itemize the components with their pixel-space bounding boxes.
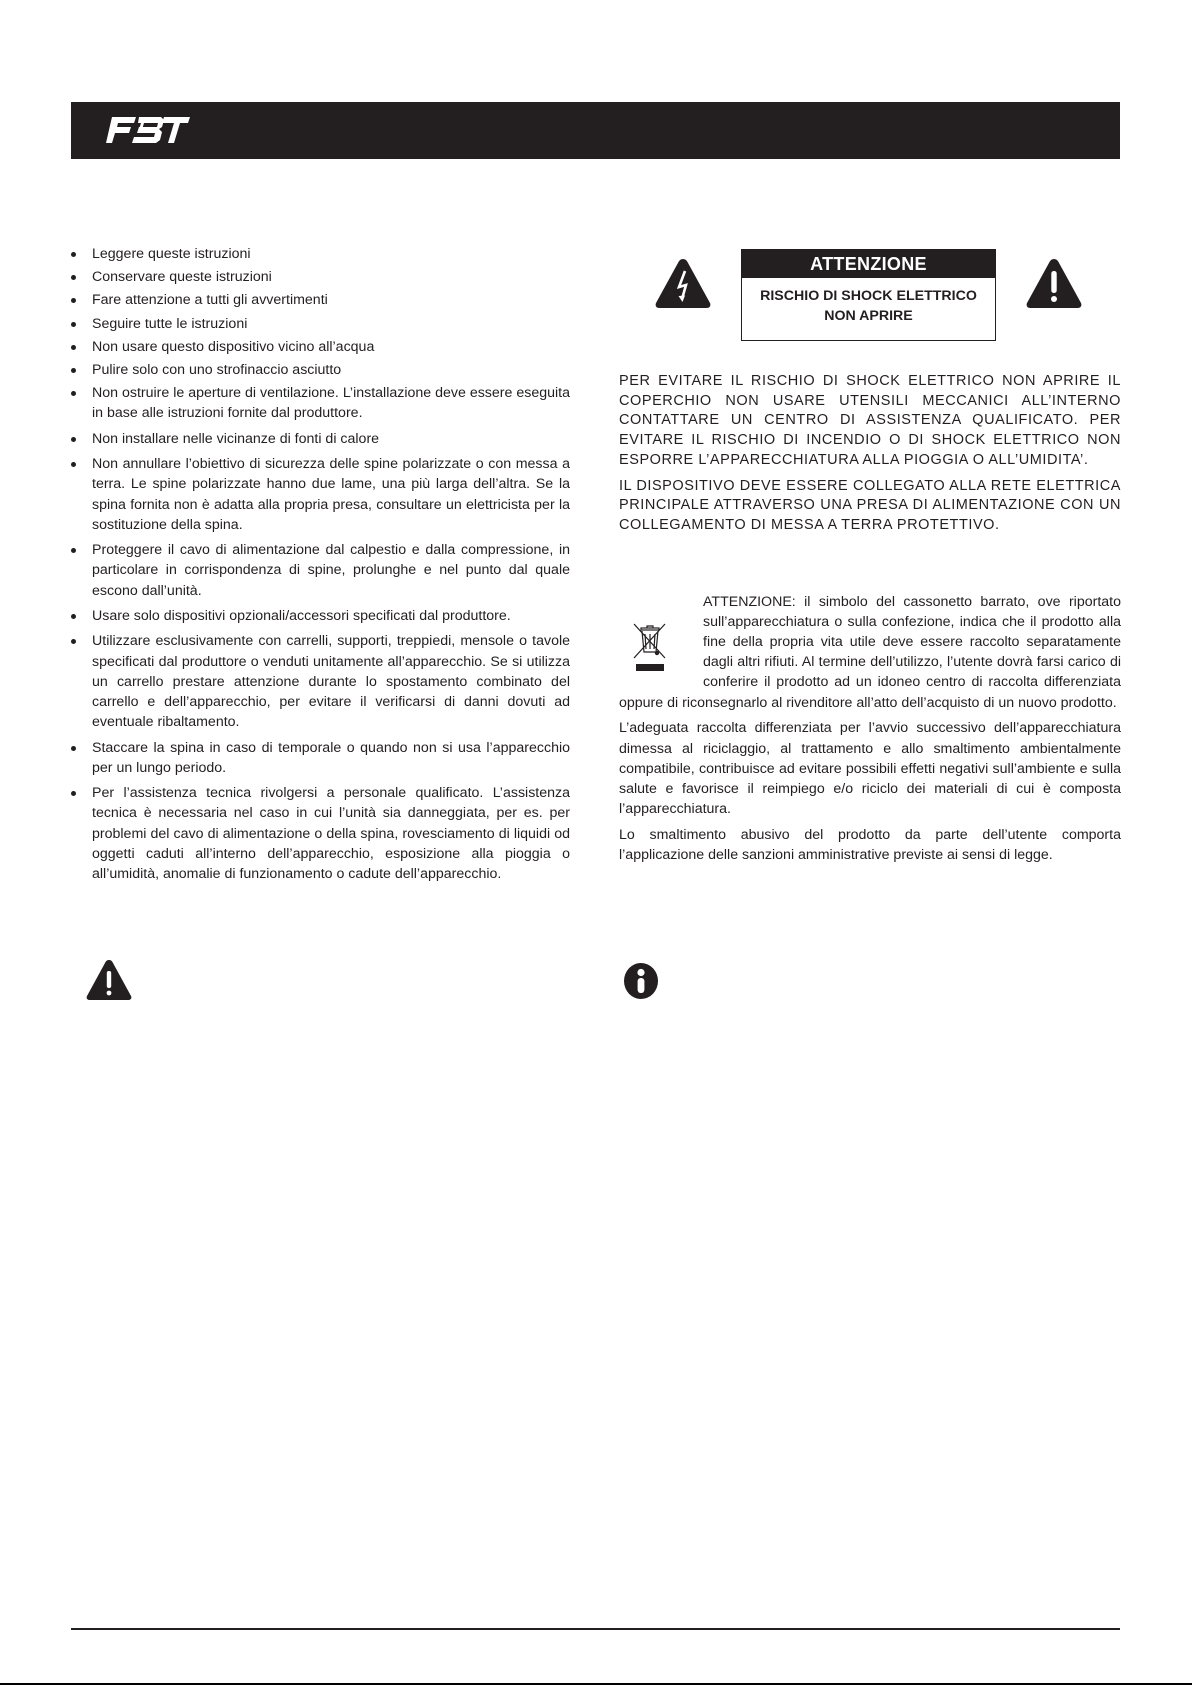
- list-item: Conservare queste istruzioni: [70, 267, 570, 287]
- list-item: Non ostruire le aperture di ventilazione. L’installazione deve essere eseguita in base alle istruzioni fornite dal produttore.: [70, 383, 570, 423]
- weee-disposal-section: [619, 592, 1121, 866]
- general-warning-icon: [1024, 257, 1084, 310]
- attention-title: ATTENZIONE: [742, 250, 995, 278]
- electrical-safety-notice: [619, 372, 1121, 536]
- safety-instructions: [70, 244, 570, 889]
- electrical-warnings: [619, 244, 1121, 871]
- list-item: Seguire tutte le istruzioni: [70, 314, 570, 334]
- list-item: Non annullare l’obiettivo di sicurezza delle spine polarizzate o con messa a terra. Le spine polarizzate hanno due lame, una più larga dell’altra. Se la spina fornita non è adatta alla propria presa, consultare un elettricista per la sostituzione della spina.: [70, 454, 570, 535]
- info-icon: [622, 962, 660, 1000]
- list-item: Staccare la spina in caso di temporale o quando non si usa l’apparecchio per un lungo periodo.: [70, 738, 570, 778]
- shock-warning-row: [619, 244, 1121, 344]
- list-item: Pulire solo con uno strofinaccio asciutto: [70, 360, 570, 380]
- list-item: Proteggere il cavo di alimentazione dal calpestio e dalla compressione, in particolare in corrispondenza di spine, prolunghe e nel punto dal quale escono dall’unità.: [70, 540, 570, 601]
- grounding-notice: IL DISPOSITIVO DEVE ESSERE COLLEGATO ALLA RETE ELETTRICA PRINCIPALE ATTRAVERSO UNA PRESA DI ALIMENTAZIONE CON UN COLLEGAMENTO DI MESSA A TERRA PROTETTIVO.: [619, 477, 1121, 533]
- attention-box: [741, 249, 996, 341]
- list-item: Per l’assistenza tecnica rivolgersi a personale qualificato. L’assistenza tecnica è necessaria nel caso in cui l’unità sia danneggiata, per es. per problemi del cavo di alimentazione o della spina, rovesciamento di liquidi od oggetti caduti all’interno dell’apparecchio, esposizione alla pioggia o all’umidità, anomalie di funzionamento o cadute dell’apparecchio.: [70, 783, 570, 884]
- footer-divider: [71, 1628, 1120, 1630]
- shock-risk-notice: PER EVITARE IL RISCHIO DI SHOCK ELETTRICO NON APRIRE IL COPERCHIO NON USARE UTENSILI MECCANICI ALL’INTERNO CONTATTARE UN CENTRO DI ASSISTENZA QUALIFICATO. PER EVITARE IL RISCHIO DI INCENDIO O DI SHOCK ELETTRICO NON ESPORRE L’APPARECCHIATURA ALLA PIOGGIA O ALL’UMIDITA’.: [619, 373, 1121, 468]
- crossed-bin-icon: [619, 594, 681, 680]
- electric-shock-warning-icon: [653, 257, 713, 310]
- weee-paragraph: Lo smaltimento abusivo del prodotto da parte dell’utente comporta l’applicazione delle sanzioni amministrative previste ai sensi di legge.: [619, 826, 1121, 864]
- list-item: Usare solo dispositivi opzionali/accessori specificati dal produttore.: [70, 606, 570, 626]
- list-item: Leggere queste istruzioni: [70, 244, 570, 264]
- attention-line-2: NON APRIRE: [824, 308, 913, 324]
- attention-line-1: RISCHIO DI SHOCK ELETTRICO: [760, 288, 977, 304]
- list-item: Non usare questo dispositivo vicino all’acqua: [70, 337, 570, 357]
- weee-paragraph: ATTENZIONE: il simbolo del cassonetto barrato, ove riportato sull’apparecchiatura o sulla confezione, indica che il prodotto alla fine della propria vita utile deve essere raccolto separatamente dagli altri rifiuti. Al termine dell’utilizzo, l’utente dovrà farsi carico di conferire il prodotto ad un idoneo centro di raccolta differenziata oppure di riconsegnarlo al rivenditore all’atto dell’acquisto di un nuovo prodotto.: [619, 593, 1121, 711]
- attention-message: [742, 278, 995, 326]
- safety-instruction-list: [70, 244, 570, 884]
- list-item: Non installare nelle vicinanze di fonti di calore: [70, 429, 570, 449]
- header-bar: [71, 102, 1120, 159]
- list-item: Fare attenzione a tutti gli avvertimenti: [70, 290, 570, 310]
- list-item: Utilizzare esclusivamente con carrelli, supporti, treppiedi, mensole o tavole specificati dal produttore o venduti unitamente all’apparecchio. Se si utilizza un carrello prestare attenzione durante lo spostamento combinato del carrello e dell’apparecchio, per evitare il verificarsi di danni dovuti ad eventuale ribaltamento.: [70, 631, 570, 732]
- weee-paragraph: L’adeguata raccolta differenziata per l’avvio successivo dell’apparecchiatura dimessa al riciclaggio, al trattamento e allo smaltimento ambientalmente compatibile, contribuisce ad evitare possibili effetti negativi sull’ambiente e sulla salute e favorisce il reimpiego e/o riciclo dei materiali di cui è composta l’apparecchiatura.: [619, 720, 1121, 818]
- fbt-logo: [106, 114, 190, 146]
- fbt-logo-icon: [106, 114, 190, 146]
- warning-triangle-icon: [85, 958, 133, 1002]
